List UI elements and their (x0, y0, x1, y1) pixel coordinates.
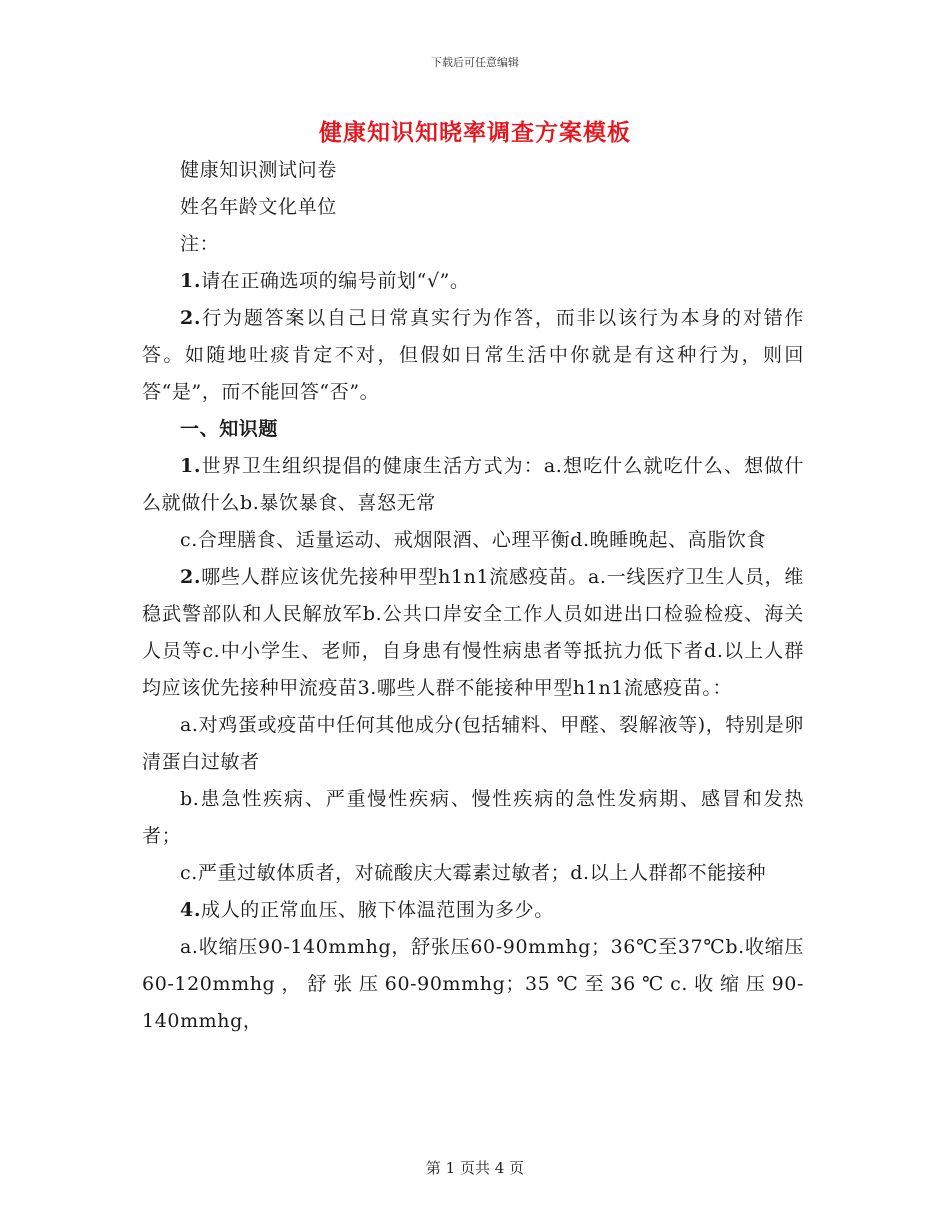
question-1 (142, 448, 804, 522)
question-1-options-cd: c.合理膳食、适量运动、戒烟限酒、心理平衡d.晚睡晚起、高脂饮食 (180, 529, 767, 551)
page-header: 下载后可任意编辑 (431, 56, 519, 69)
page-footer: 第 1 页共 4 页 (425, 1159, 525, 1177)
note-item-1-number: 1. (180, 270, 202, 292)
note-item-1-text: 请在正确选项的编号前划“√”。 (201, 270, 470, 292)
note-item-2 (142, 300, 804, 411)
question-4-options: a.收缩压90-140mmhg，舒张压60-90mmhg；36℃至37℃b.收缩压60-120mmhg，舒张压60-90mmhg；35℃至36℃c.收缩压90-140mmhg， (142, 936, 804, 1032)
question-2 (142, 559, 804, 707)
section-heading-knowledge: 一、知识题 (180, 418, 279, 440)
note-label: 注： (180, 233, 220, 255)
question-3-option-cd: c.严重过敏体质者，对硫酸庆大霉素过敏者；d.以上人群都不能接种 (180, 862, 767, 884)
document-title: 健康知识知晓率调查方案模板 (319, 119, 631, 146)
question-1-text: 世界卫生组织提倡的健康生活方式为：a.想吃什么就吃什么、想做什么就做什么b.暴饮暴食、喜怒无常 (142, 455, 804, 514)
question-1-number: 1. (180, 455, 202, 477)
document-body (142, 152, 804, 1040)
question-2-number: 2. (180, 566, 202, 588)
question-3-option-b: b.患急性疾病、严重慢性疾病、慢性疾病的急性发病期、感冒和发热者； (142, 788, 804, 847)
note-item-2-number: 2. (180, 307, 202, 329)
question-4-number: 4. (180, 899, 202, 921)
question-3-option-a: a.对鸡蛋或疫苗中任何其他成分(包括辅料、甲醛、裂解液等)，特别是卵清蛋白过敏者 (142, 714, 804, 773)
question-4 (142, 892, 804, 929)
note-item-2-text: 行为题答案以自己日常真实行为作答，而非以该行为本身的对错作答。如随地吐痰肯定不对，但假如日常生活中你就是有这种行为，则回答“是”，而不能回答“否”。 (142, 307, 804, 403)
questionnaire-subtitle: 健康知识测试问卷 (180, 159, 337, 181)
note-item-1 (142, 263, 804, 300)
question-2-text: 哪些人群应该优先接种甲型h1n1流感疫苗。a.一线医疗卫生人员，维稳武警部队和人民解放军b.公共口岸安全工作人员如进出口检验检疫、海关人员等c.中小学生、老师，自身患有慢性病患者等抵抗力低下者d.以上人群均应该优先接种甲流疫苗3.哪些人群不能接种甲型h1n1流感疫苗。： (142, 566, 804, 699)
question-4-text: 成人的正常血压、腋下体温范围为多少。 (201, 899, 554, 921)
personal-info-line: 姓名年龄文化单位 (180, 196, 337, 218)
